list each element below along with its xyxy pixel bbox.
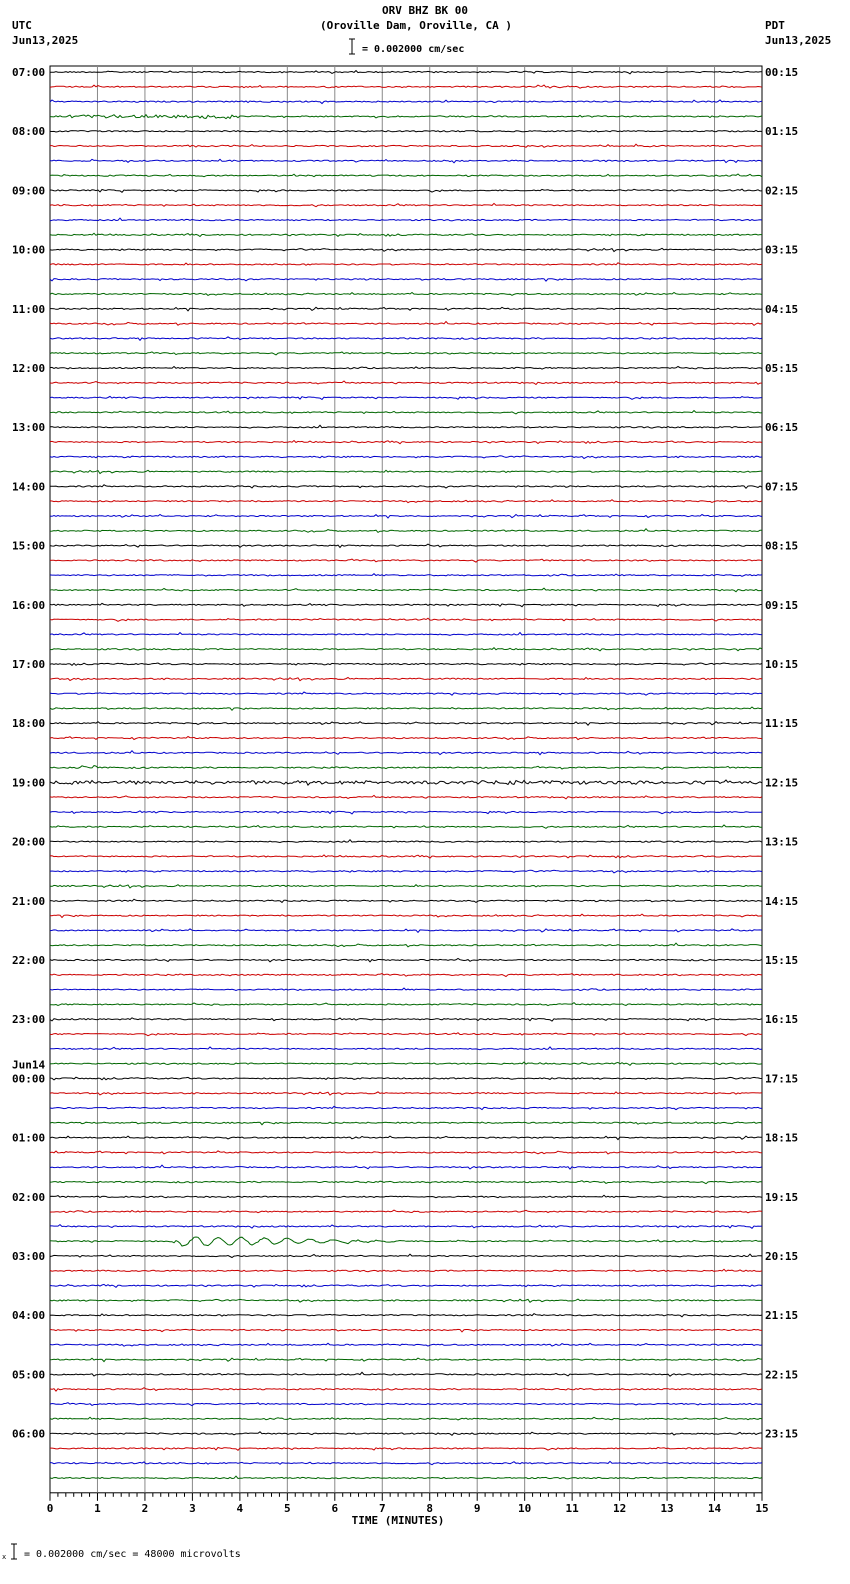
- utc-hour-label: 17:00: [12, 658, 46, 671]
- utc-hour-label: 19:00: [12, 776, 46, 790]
- seismic-trace: [50, 648, 762, 651]
- right-timezone: PDT: [765, 19, 785, 32]
- x-axis-label: TIME (MINUTES): [351, 1513, 445, 1527]
- utc-hour-label: 12:00: [12, 362, 46, 375]
- utc-hour-label: 02:00: [12, 1190, 46, 1204]
- seismic-trace: [50, 1432, 762, 1436]
- utc-hour-label: 09:00: [12, 184, 46, 198]
- seismic-trace: [50, 766, 762, 770]
- utc-hour-label: 08:00: [12, 125, 46, 139]
- seismic-trace: [50, 1388, 762, 1391]
- seismic-trace: [50, 189, 762, 192]
- utc-hour-label: 16:00: [12, 598, 46, 612]
- scale-text: = 0.002000 cm/sec: [362, 44, 465, 55]
- pdt-hour-label: 08:15: [765, 539, 799, 553]
- plot-frame: [50, 66, 762, 1493]
- x-tick-label: 10: [518, 1501, 532, 1515]
- seismic-trace: [50, 1343, 762, 1346]
- seismic-trace: [50, 1299, 762, 1302]
- utc-hour-label: 15:00: [12, 539, 46, 553]
- seismic-trace: [50, 633, 762, 636]
- pdt-hour-label: 07:15: [765, 480, 799, 494]
- seismic-trace: [50, 870, 762, 873]
- seismic-trace: [50, 411, 762, 414]
- seismic-trace: [50, 1062, 762, 1065]
- seismic-trace: [50, 1237, 762, 1246]
- pdt-hour-label: 11:15: [765, 717, 799, 731]
- seismic-trace: [50, 1106, 762, 1109]
- pdt-hour-label: 04:15: [765, 302, 799, 316]
- svg-text:x: x: [2, 1553, 7, 1561]
- seismic-trace: [50, 293, 762, 296]
- seismic-trace: [50, 899, 762, 902]
- pdt-hour-label: 21:15: [765, 1309, 799, 1323]
- seismic-trace: [50, 352, 762, 355]
- seismic-trace: [50, 1417, 762, 1420]
- pdt-hour-label: 12:15: [765, 776, 799, 790]
- x-tick-label: 2: [141, 1501, 149, 1515]
- seismic-trace: [50, 1122, 762, 1125]
- seismic-trace: [50, 1092, 762, 1095]
- x-tick-label: 11: [565, 1501, 579, 1515]
- seismic-trace: [50, 1077, 762, 1080]
- x-tick-label: 8: [426, 1501, 434, 1515]
- seismic-trace: [50, 574, 762, 577]
- utc-hour-label: 03:00: [12, 1250, 46, 1263]
- seismic-trace: [50, 988, 762, 990]
- pdt-hour-label: 22:15: [765, 1368, 799, 1382]
- seismic-trace: [50, 544, 762, 547]
- seismic-trace: [50, 1210, 762, 1213]
- seismic-trace: [50, 811, 762, 814]
- seismic-trace: [50, 618, 762, 621]
- seismic-trace: [50, 885, 762, 888]
- seismic-trace: [50, 322, 762, 326]
- seismic-trace: [50, 663, 762, 665]
- seismic-trace: [50, 425, 762, 428]
- pdt-hour-label: 16:15: [765, 1013, 799, 1027]
- pdt-hour-label: 03:15: [765, 243, 799, 257]
- utc-hour-label: 22:00: [12, 954, 46, 967]
- pdt-hour-label: 09:15: [765, 598, 799, 612]
- footer-scale-icon: [2, 1543, 18, 1561]
- seismic-trace: [50, 1047, 762, 1050]
- seismic-trace: [50, 588, 762, 592]
- seismic-trace: [50, 1461, 762, 1464]
- seismic-trace: [50, 529, 762, 533]
- pdt-hour-label: 13:15: [765, 835, 799, 849]
- seismic-trace: [50, 1136, 762, 1140]
- seismic-trace: [50, 381, 762, 385]
- pdt-hour-label: 15:15: [765, 954, 799, 967]
- x-tick-label: 0: [46, 1501, 54, 1515]
- seismic-trace: [50, 780, 762, 785]
- pdt-hour-label: 00:15: [765, 66, 799, 79]
- seismic-trace: [50, 100, 762, 104]
- seismic-trace: [50, 707, 762, 710]
- seismic-trace: [50, 515, 762, 519]
- utc-hour-label: 07:00: [12, 66, 46, 79]
- right-date: Jun13,2025: [765, 34, 832, 47]
- utc-hour-label: 00:00: [12, 1072, 46, 1086]
- x-tick-label: 7: [378, 1501, 386, 1515]
- x-tick-label: 3: [189, 1501, 196, 1515]
- seismic-trace: [50, 1358, 762, 1362]
- location-title: (Oroville Dam, Oroville, CA ): [319, 19, 513, 32]
- seismic-trace: [50, 144, 762, 147]
- pdt-hour-label: 01:15: [765, 125, 799, 139]
- utc-hour-label: 10:00: [12, 243, 46, 257]
- seismic-trace: [50, 396, 762, 399]
- pdt-hour-label: 17:15: [765, 1072, 799, 1086]
- seismic-trace: [50, 441, 762, 444]
- seismic-trace: [50, 1284, 762, 1287]
- seismic-trace: [50, 456, 762, 459]
- seismic-trace: [50, 159, 762, 163]
- pdt-hour-label: 10:15: [765, 658, 799, 671]
- seismic-trace: [50, 929, 762, 933]
- pdt-hour-label: 18:15: [765, 1131, 799, 1145]
- x-tick-label: 9: [473, 1501, 481, 1515]
- seismic-trace: [50, 1225, 762, 1229]
- seismic-trace: [50, 722, 762, 726]
- seismic-trace: [50, 203, 762, 206]
- seismic-trace: [50, 1181, 762, 1184]
- seismic-trace: [50, 855, 762, 858]
- seismic-trace: [50, 1314, 762, 1317]
- footer-scale-text: = 0.002000 cm/sec = 48000 microvolts: [24, 1549, 241, 1560]
- seismic-trace: [50, 692, 762, 695]
- utc-hour-label: 20:00: [12, 835, 46, 849]
- seismic-trace: [50, 1447, 762, 1450]
- seismic-trace: [50, 71, 762, 74]
- x-tick-label: 14: [707, 1501, 722, 1515]
- seismic-trace: [50, 1254, 762, 1257]
- pdt-hour-label: 14:15: [765, 894, 799, 908]
- seismic-trace: [50, 500, 762, 503]
- seismic-trace: [50, 1372, 762, 1376]
- seismic-trace: [50, 943, 762, 947]
- seismic-trace: [50, 825, 762, 828]
- utc-hour-label: 04:00: [12, 1309, 46, 1323]
- seismic-trace: [50, 279, 762, 282]
- seismic-trace: [50, 1151, 762, 1154]
- x-tick-label: 4: [236, 1501, 244, 1515]
- seismic-trace: [50, 1018, 762, 1021]
- pdt-hour-label: 19:15: [765, 1190, 799, 1204]
- seismic-trace: [50, 1403, 762, 1406]
- seismic-trace: [50, 367, 762, 370]
- seismic-trace: [50, 559, 762, 562]
- seismic-trace: [50, 485, 762, 489]
- seismic-trace: [50, 959, 762, 962]
- seismic-trace: [50, 678, 762, 681]
- utc-hour-label: 18:00: [12, 717, 46, 731]
- seismic-trace: [50, 130, 762, 132]
- seismic-trace: [50, 174, 762, 177]
- seismic-trace: [50, 914, 762, 917]
- seismic-trace: [50, 603, 762, 606]
- x-tick-label: 13: [660, 1501, 674, 1515]
- utc-hour-label: 05:00: [12, 1368, 46, 1382]
- x-tick-label: 6: [331, 1501, 339, 1515]
- seismic-trace: [50, 85, 762, 88]
- seismic-trace: [50, 115, 762, 119]
- utc-hour-label: 11:00: [12, 302, 46, 316]
- seismic-trace: [50, 1165, 762, 1169]
- seismic-trace: [50, 1033, 762, 1036]
- x-tick-label: 1: [94, 1501, 101, 1515]
- utc-hour-label: 13:00: [12, 421, 46, 435]
- seismic-trace: [50, 307, 762, 311]
- seismic-trace: [50, 1003, 762, 1006]
- pdt-hour-label: 20:15: [765, 1250, 799, 1263]
- seismic-trace: [50, 1195, 762, 1197]
- x-tick-label: 12: [612, 1501, 627, 1515]
- left-date: Jun13,2025: [12, 34, 79, 47]
- pdt-hour-label: 02:15: [765, 184, 799, 198]
- left-timezone: UTC: [12, 19, 32, 32]
- seismic-trace: [50, 248, 762, 251]
- seismic-trace: [50, 1476, 762, 1479]
- seismic-trace: [50, 737, 762, 740]
- seismic-trace: [50, 1329, 762, 1332]
- pdt-hour-label: 05:15: [765, 362, 799, 375]
- utc-hour-label: 23:00: [12, 1013, 46, 1027]
- utc-hour-label: 06:00: [12, 1427, 46, 1441]
- x-tick-label: 5: [284, 1501, 291, 1515]
- seismic-trace: [50, 233, 762, 236]
- seismic-trace: [50, 218, 762, 221]
- utc-hour-label: 14:00: [12, 480, 46, 494]
- seismic-trace: [50, 795, 762, 799]
- x-tick-label: 15: [755, 1501, 769, 1515]
- station-title: ORV BHZ BK 00: [381, 4, 469, 17]
- seismic-trace: [50, 751, 762, 755]
- pdt-hour-label: 23:15: [765, 1427, 799, 1441]
- pdt-hour-label: 06:15: [765, 421, 799, 435]
- utc-hour-label: 21:00: [12, 894, 46, 908]
- seismic-trace: [50, 974, 762, 977]
- seismic-trace: [50, 337, 762, 340]
- seismic-trace: [50, 840, 762, 843]
- date-change-label: Jun14: [12, 1058, 46, 1072]
- utc-hour-label: 01:00: [12, 1131, 46, 1145]
- seismic-trace: [50, 470, 762, 473]
- seismic-trace: [50, 1269, 762, 1271]
- seismic-trace: [50, 263, 762, 266]
